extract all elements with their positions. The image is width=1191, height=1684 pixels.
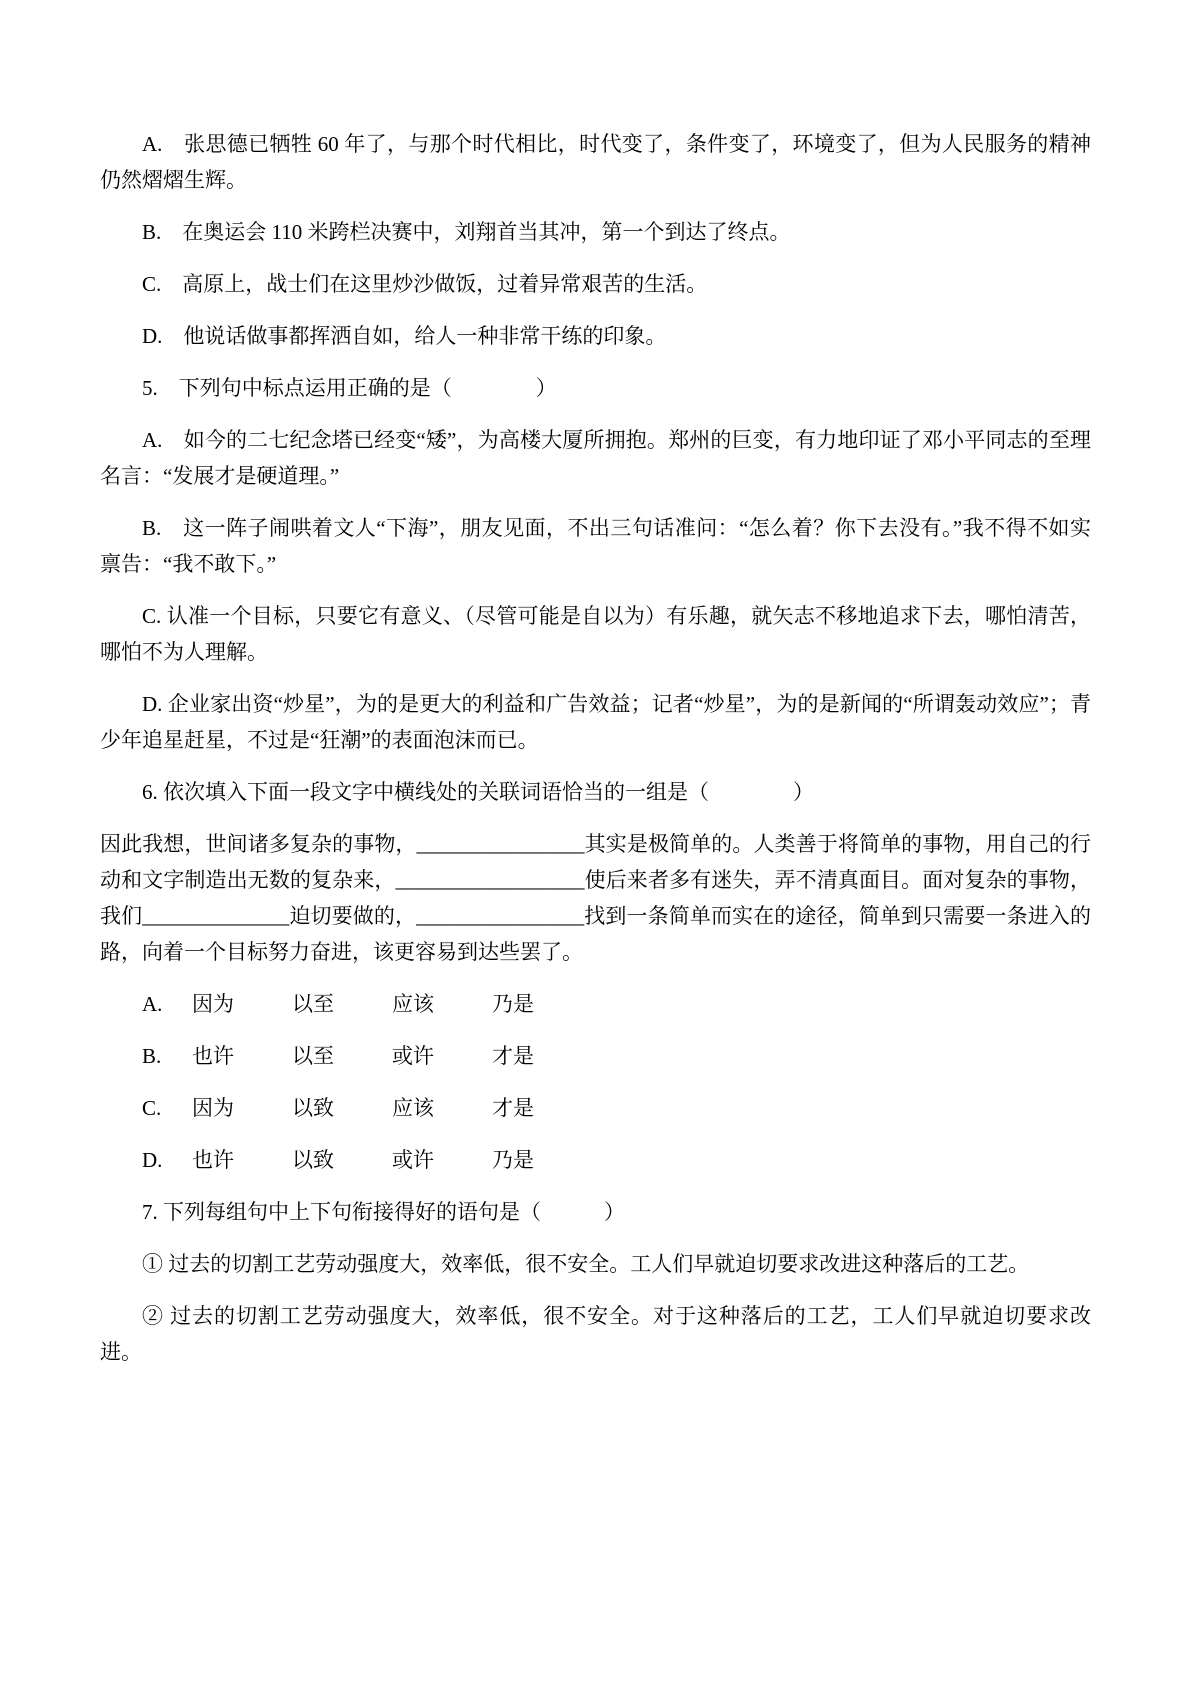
option-label: A. (142, 992, 163, 1016)
option-word: 以致 (292, 1148, 334, 1172)
q6-option-row-c (100, 1090, 1091, 1126)
option-word: 应该 (392, 992, 434, 1016)
option-word: 乃是 (492, 992, 534, 1016)
option-label: D. (142, 1148, 163, 1172)
q6-passage: 因此我想，世间诸多复杂的事物，________________其实是极简单的。人类善于将简单的事物，用自己的行动和文字制造出无数的复杂来，__________________使后来者多有迷失，弄不清真面目。面对复杂的事物，我们______________迫切要做的，________________找到一条简单而实在的途径，简单到只需要一条进入的路，向着一个目标努力奋进，该更容易到达些罢了。 (100, 832, 1091, 964)
q6-option-row-b (100, 1038, 1091, 1074)
q5-stem: 5. 下列句中标点运用正确的是（ ） (142, 376, 557, 400)
q5-option-d: D. 企业家出资“炒星”，为的是更大的利益和广告效益；记者“炒星”，为的是新闻的“所谓轰动效应”；青少年追星赶星，不过是“狂潮”的表面泡沫而已。 (100, 692, 1091, 752)
option-word: 以至 (292, 992, 334, 1016)
q7-sentence-1: ① 过去的切割工艺劳动强度大，效率低，很不安全。工人们早就迫切要求改进这种落后的工艺。 (142, 1252, 1030, 1276)
option-word: 才是 (492, 1044, 534, 1068)
option-label: C. (142, 1096, 162, 1120)
option-word: 或许 (392, 1044, 434, 1068)
option-word: 以至 (292, 1044, 334, 1068)
option-word: 或许 (392, 1148, 434, 1172)
option-label: B. (142, 1044, 162, 1068)
option-word: 因为 (192, 1096, 234, 1120)
q4-option-d: D. 他说话做事都挥洒自如，给人一种非常干练的印象。 (142, 324, 667, 348)
q5-option-a: A. 如今的二七纪念塔已经变“矮”，为高楼大厦所拥抱。郑州的巨变，有力地印证了邓小平同志的至理名言：“发展才是硬道理。” (100, 428, 1091, 488)
q6-option-row-d (100, 1142, 1091, 1178)
q4-option-c: C. 高原上，战士们在这里炒沙做饭，过着异常艰苦的生活。 (142, 272, 708, 296)
option-word: 因为 (192, 992, 234, 1016)
q6-stem: 6. 依次填入下面一段文字中横线处的关联词语恰当的一组是（ ） (142, 780, 814, 804)
option-word: 也许 (192, 1148, 234, 1172)
option-word: 应该 (392, 1096, 434, 1120)
option-word: 才是 (492, 1096, 534, 1120)
q4-option-a: A. 张思德已牺牲 60 年了，与那个时代相比，时代变了，条件变了，环境变了，但为人民服务的精神仍然熠熠生辉。 (100, 132, 1091, 192)
option-word: 也许 (192, 1044, 234, 1068)
q7-sentence-2: ② 过去的切割工艺劳动强度大，效率低，很不安全。对于这种落后的工艺，工人们早就迫切要求改进。 (100, 1304, 1091, 1364)
q6-option-row-a (100, 986, 1091, 1022)
q4-option-b: B. 在奥运会 110 米跨栏决赛中，刘翔首当其冲，第一个到达了终点。 (142, 220, 791, 244)
q7-stem: 7. 下列每组句中上下句衔接得好的语句是（ ） (142, 1200, 625, 1224)
option-word: 以致 (292, 1096, 334, 1120)
q5-option-b: B. 这一阵子闹哄着文人“下海”，朋友见面，不出三句话准问：“怎么着？你下去没有。”我不得不如实禀告：“我不敢下。” (100, 516, 1091, 576)
q5-option-c: C. 认准一个目标，只要它有意义、（尽管可能是自以为）有乐趣，就矢志不移地追求下去，哪怕清苦，哪怕不为人理解。 (100, 604, 1091, 664)
option-word: 乃是 (492, 1148, 534, 1172)
